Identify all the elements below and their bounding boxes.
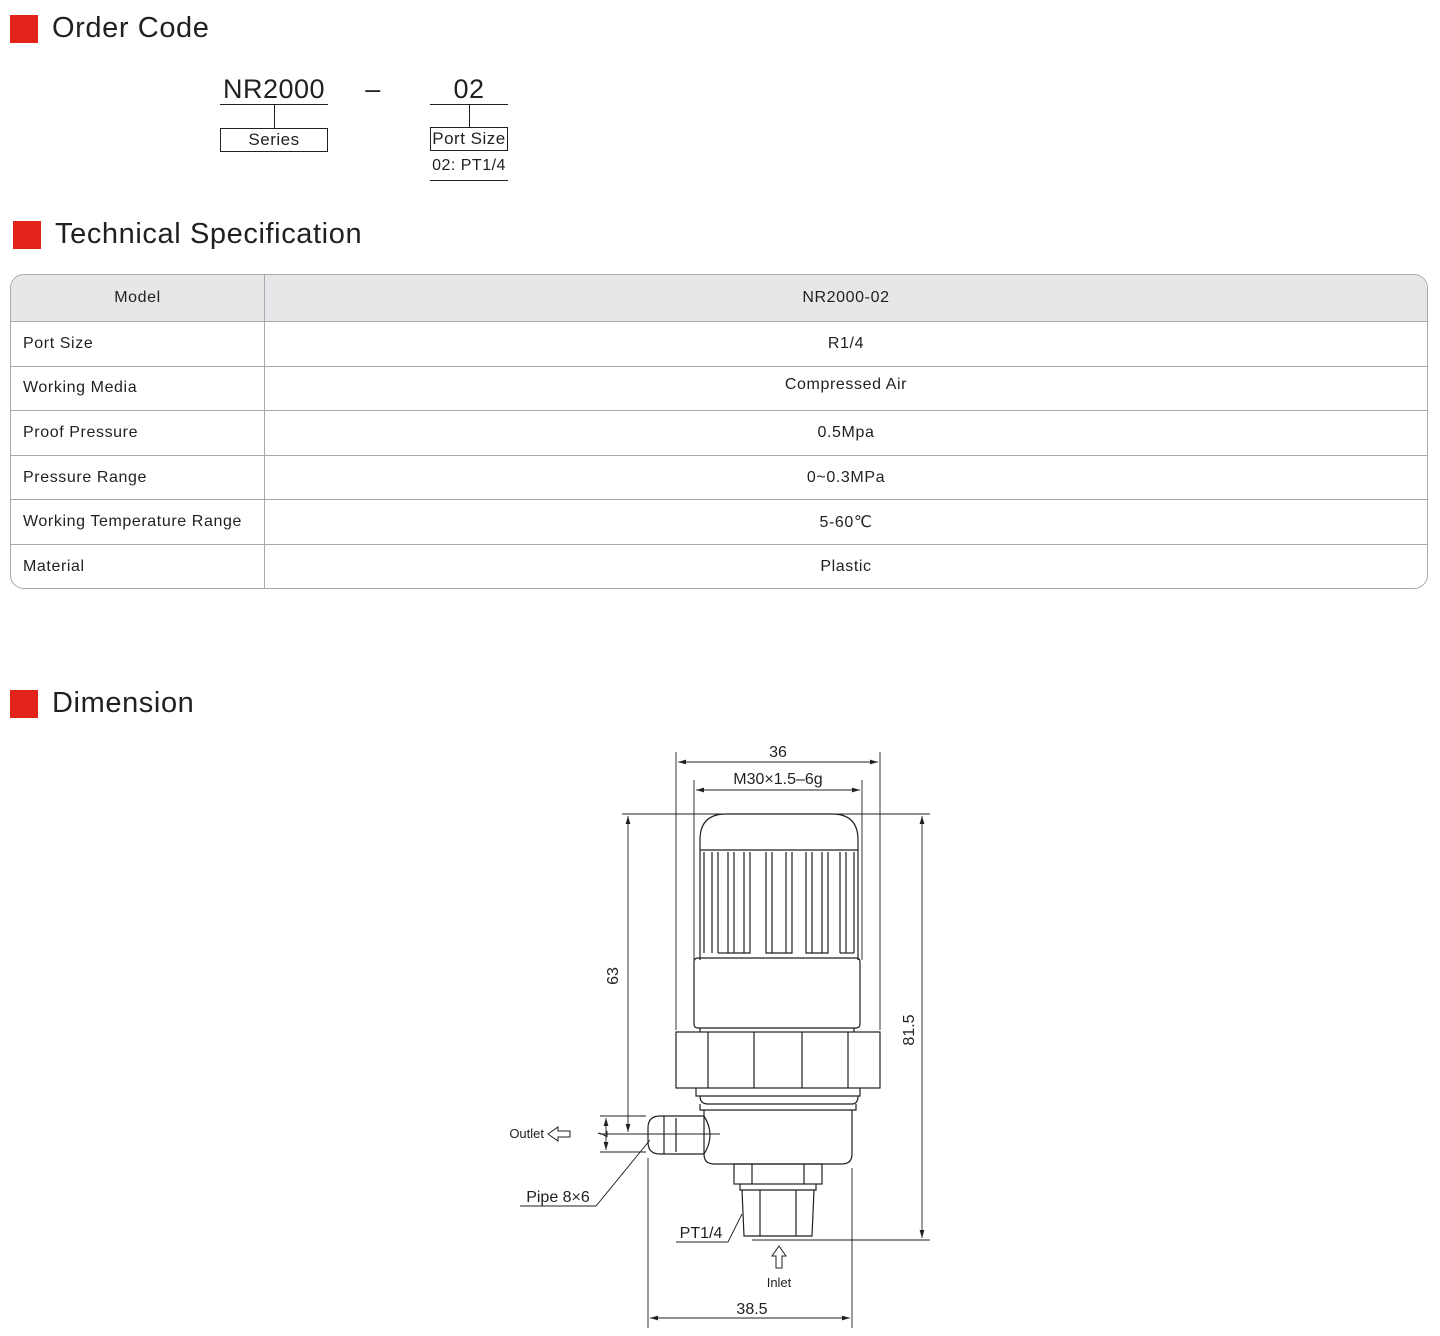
spec-value: Compressed Air — [784, 376, 908, 394]
port-size-label-box: Port Size — [430, 127, 508, 151]
tech-spec-title: Technical Specification — [55, 218, 363, 250]
spec-label: Working Temperature Range — [11, 500, 265, 544]
series-code: NR2000 — [222, 74, 326, 104]
table-row — [11, 545, 1427, 589]
spec-value: 0~0.3MPa — [806, 468, 886, 486]
dimension-lines — [520, 752, 930, 1328]
port-size-option: 02: PT1/4 — [432, 157, 506, 174]
port-connector — [469, 105, 470, 127]
spec-value: 5-60℃ — [819, 514, 873, 532]
spec-table — [10, 274, 1428, 589]
dim-width-top: 36 — [769, 744, 787, 761]
section-marker-icon — [10, 690, 38, 718]
dim-outlet-offset: 7 — [595, 1130, 611, 1138]
spec-label: Material — [11, 545, 265, 589]
spec-label: Pressure Range — [11, 456, 265, 500]
section-marker-icon — [13, 221, 41, 249]
order-code-diagram — [0, 0, 600, 190]
code-separator: – — [365, 74, 381, 104]
table-row — [11, 411, 1427, 456]
table-row — [11, 367, 1427, 412]
outlet-label: Outlet — [509, 1126, 544, 1141]
spec-header-label: Model — [11, 275, 265, 321]
series-connector — [274, 105, 275, 128]
tech-spec-heading — [13, 218, 362, 251]
dimension-heading — [10, 687, 194, 720]
order-code-title: Order Code — [52, 12, 210, 44]
port-code: 02 — [453, 74, 485, 104]
inlet-label: Inlet — [766, 1275, 792, 1290]
pipe-label: Pipe 8×6 — [526, 1189, 590, 1206]
spec-label: Proof Pressure — [11, 411, 265, 455]
spec-value: 0.5Mpa — [817, 423, 875, 441]
series-label-box: Series — [220, 128, 328, 152]
dim-height-63: 63 — [605, 967, 622, 985]
valve-body-outline — [648, 814, 880, 1236]
spec-table-header — [11, 275, 1427, 322]
table-row — [11, 322, 1427, 367]
port-option-underline — [430, 180, 508, 181]
table-row — [11, 456, 1427, 501]
port-thread-label: PT1/4 — [679, 1225, 723, 1242]
dim-width-bottom: 38.5 — [736, 1301, 768, 1318]
inlet-arrow-icon — [772, 1246, 786, 1268]
spec-value: R1/4 — [827, 334, 865, 352]
table-row — [11, 500, 1427, 545]
dim-height-total: 81.5 — [901, 1014, 918, 1046]
spec-label: Port Size — [11, 322, 265, 366]
dimension-title: Dimension — [52, 687, 195, 719]
spec-label: Working Media — [11, 367, 265, 411]
outlet-arrow-icon — [548, 1127, 570, 1141]
spec-value: Plastic — [820, 558, 872, 576]
dim-thread: M30×1.5–6g — [733, 771, 823, 788]
spec-header-value: NR2000-02 — [802, 289, 890, 306]
cap-outline — [700, 814, 858, 960]
